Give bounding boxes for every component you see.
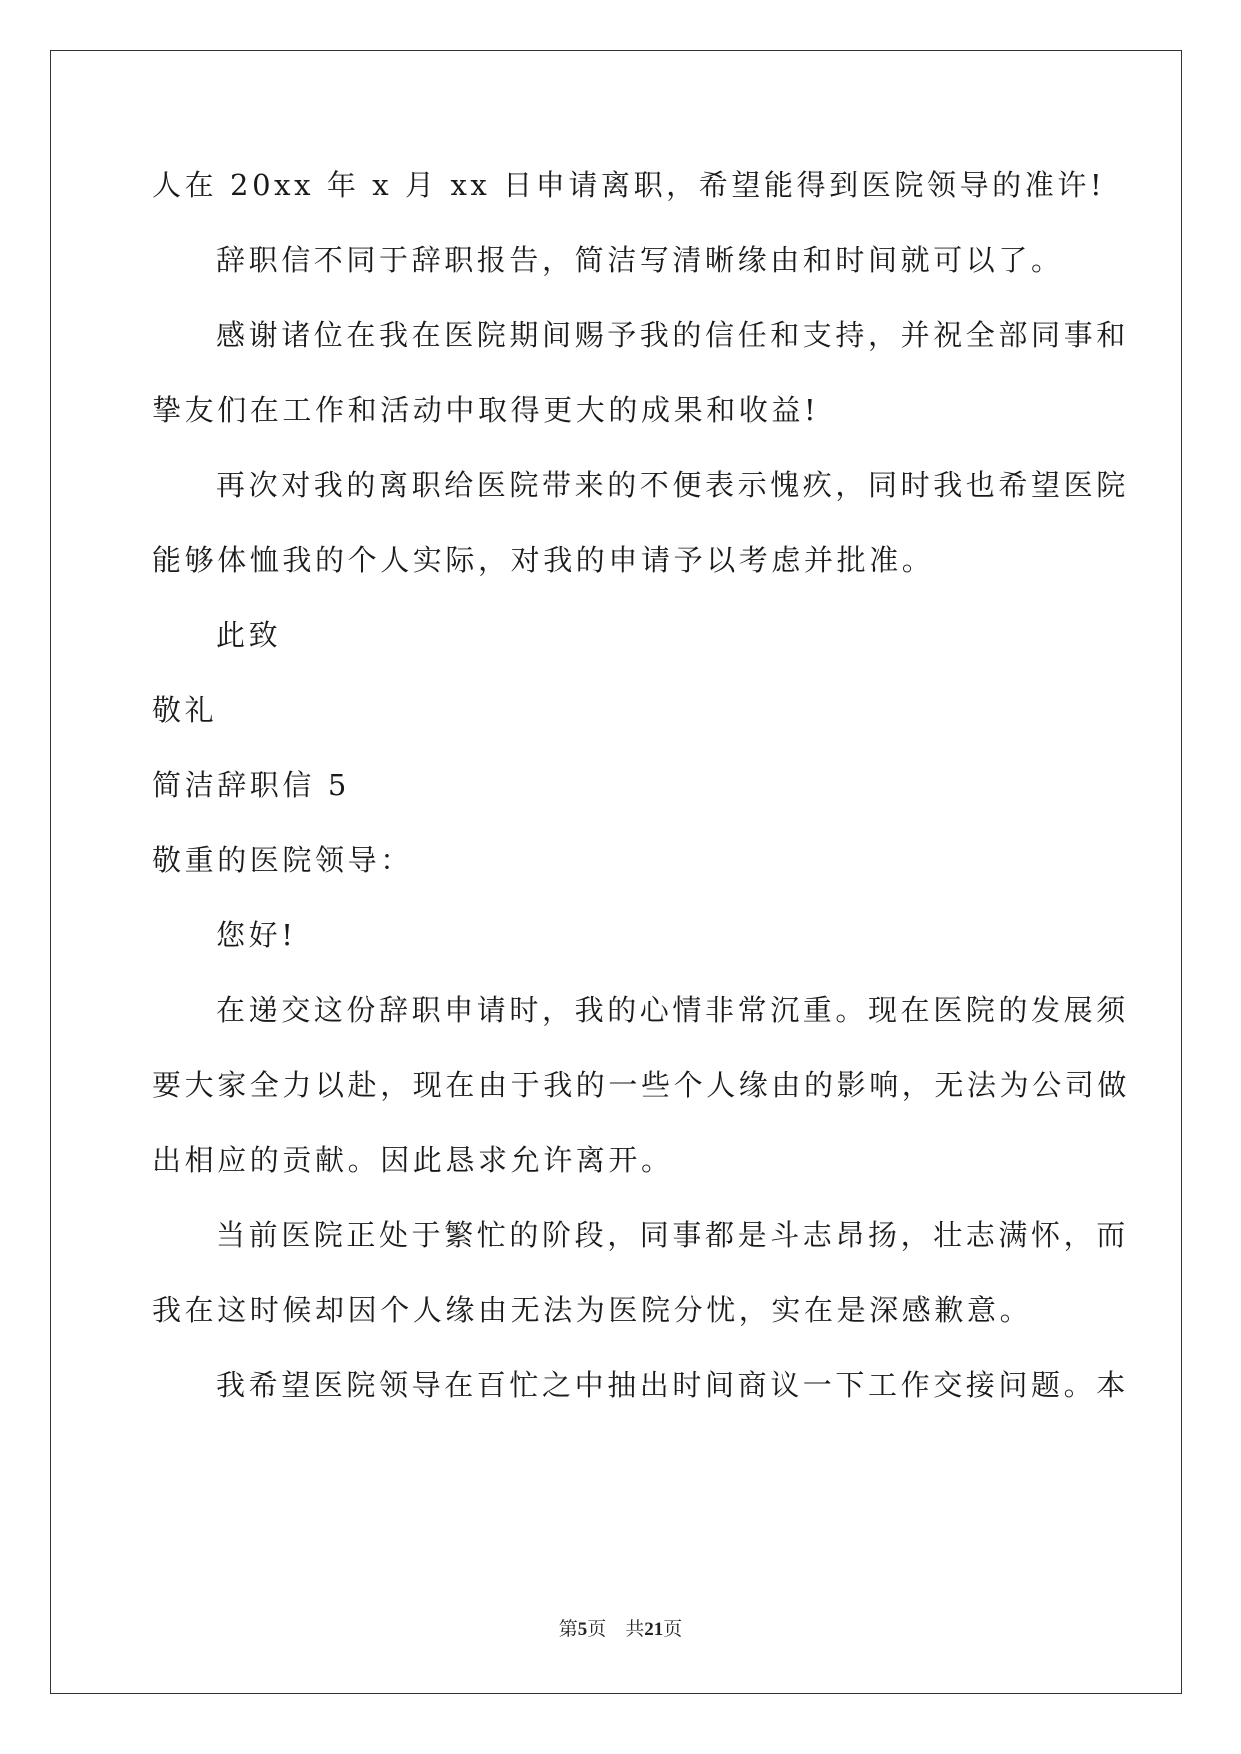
text-line: 我在这时候却因个人缘由无法为医院分忧，实在是深感歉意。 (152, 1293, 1033, 1327)
paragraph: 感谢诸位在我在医院期间赐予我的信任和支持，并祝全部同事和 (216, 318, 1129, 352)
paragraph: 辞职信不同于辞职报告，简洁写清晰缘由和时间就可以了。 (216, 243, 1064, 277)
closing-salutation: 此致 (216, 618, 282, 652)
text-line: 人在 20xx 年 x 月 xx 日申请离职，希望能得到医院领导的准许! (152, 168, 1106, 202)
total-pages: 21 (644, 1619, 664, 1640)
text-line: 挚友们在工作和活动中取得更大的成果和收益! (152, 393, 820, 427)
paragraph: 再次对我的离职给医院带来的不便表示愧疚，同时我也希望医院 (216, 468, 1129, 502)
paragraph: 我希望医院领导在百忙之中抽出时间商议一下工作交接问题。本 (216, 1368, 1129, 1402)
footer-prefix: 第 (558, 1619, 578, 1640)
paragraph: 在递交这份辞职申请时，我的心情非常沉重。现在医院的发展须 (216, 993, 1129, 1027)
footer-mid: 页 共 (587, 1619, 645, 1640)
text-line: 要大家全力以赴，现在由于我的一些个人缘由的影响，无法为公司做 (152, 1068, 1131, 1102)
text-line: 出相应的贡献。因此恳求允许离开。 (152, 1143, 674, 1177)
greeting-hello: 您好! (216, 918, 297, 952)
closing-regards: 敬礼 (152, 693, 218, 727)
page-number: 5 (577, 1619, 588, 1640)
paragraph: 当前医院正处于繁忙的阶段，同事都是斗志昂扬，壮志满怀，而 (216, 1218, 1129, 1252)
footer-suffix: 页 (663, 1619, 683, 1640)
greeting: 敬重的医院领导： (152, 843, 413, 877)
page-footer (0, 1614, 1241, 1641)
text-line: 能够体恤我的个人实际，对我的申请予以考虑并批准。 (152, 543, 935, 577)
section-title: 简洁辞职信 5 (152, 768, 350, 802)
